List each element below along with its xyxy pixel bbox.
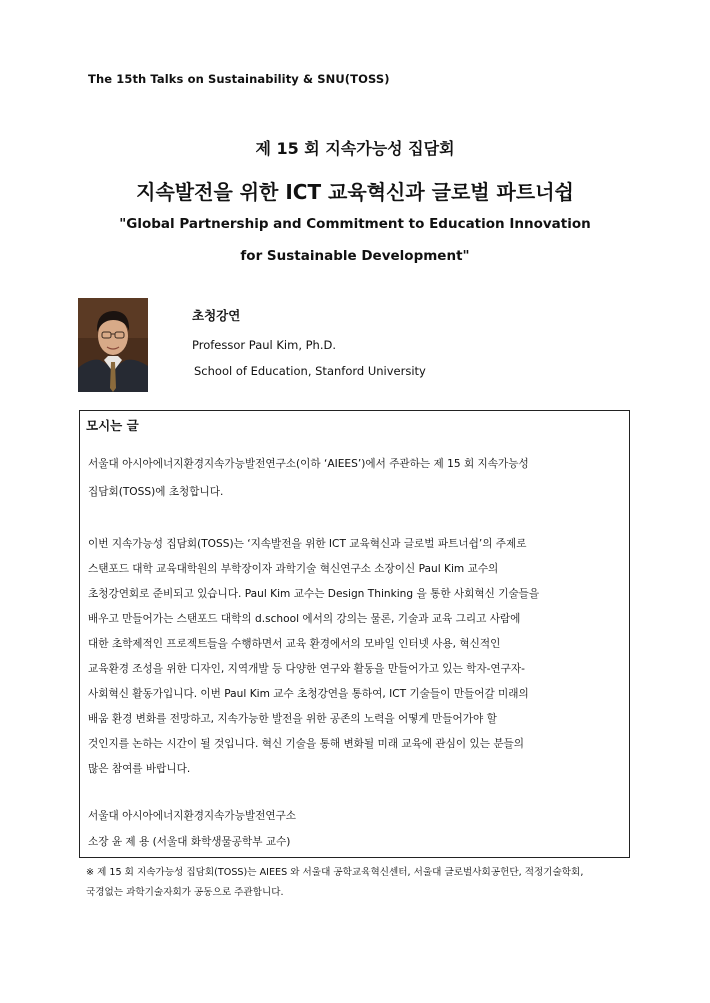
speaker-photo [78, 298, 148, 392]
letter-p2-line-5: 대한 초학제적인 프로젝트들을 수행하면서 교육 환경에서의 모바일 인터넷 사용, 혁신적인 [88, 638, 501, 650]
letter-p2-line-10: 많은 참여를 바랍니다. [88, 763, 191, 775]
signature-director: 소장 윤 제 용 (서울대 화학생물공학부 교수) [88, 836, 291, 848]
letter-p2-line-3: 초청강연회로 준비되고 있습니다. Paul Kim 교수는 Design Thinking 을 통한 사회혁신 기술들을 [88, 588, 540, 600]
footnote-line-1: ※ 제 15 회 지속가능성 집담회(TOSS)는 AIEES 와 서울대 공학교육혁신센터, 서울대 글로벌사회공헌단, 적정기술학회, [86, 867, 584, 878]
letter-p2-line-8: 배움 환경 변화를 전망하고, 지속가능한 발전을 위한 공존의 노력을 어떻게 만들어가야 할 [88, 713, 497, 725]
footnote-line-2: 국경없는 과학기술자회가 공동으로 주관합니다. [86, 887, 284, 898]
event-number-title: 제 15 회 지속가능성 집담회 [255, 139, 455, 158]
letter-p2-line-6: 교육환경 조성을 위한 디자인, 지역개발 등 다양한 연구와 활동을 만들어가고 있는 학자-연구자- [88, 663, 525, 675]
letter-p2-line-4: 배우고 만들어가는 스탠포드 대학의 d.school 에서의 강의는 물론, 기술과 교육 그리고 사람에 [88, 613, 521, 625]
english-title-line-1: "Global Partnership and Commitment to Education Innovation [119, 216, 591, 232]
letter-p1-line-2: 집담회(TOSS)에 초청합니다. [88, 486, 224, 498]
letter-p2-line-2: 스탠포드 대학 교육대학원의 부학장이자 과학기술 혁신연구소 소장이신 Paul Kim 교수의 [88, 563, 499, 575]
english-title-line-2: for Sustainable Development" [240, 248, 470, 264]
speaker-affiliation: School of Education, Stanford University [194, 364, 426, 378]
series-header: The 15th Talks on Sustainability & SNU(TOSS) [88, 72, 390, 86]
letter-p2-line-9: 것인지를 논하는 시간이 될 것입니다. 혁신 기술을 통해 변화될 미래 교육에 관심이 있는 분들의 [88, 738, 525, 750]
signature-organization: 서울대 아시아에너지환경지속가능발전연구소 [88, 810, 297, 822]
letter-p2-line-7: 사회혁신 활동가입니다. 이번 Paul Kim 교수 초청강연을 통하여, ICT 기술들이 만들어갈 미래의 [88, 688, 529, 700]
main-title: 지속발전을 위한 ICT 교육혁신과 글로벌 파트너쉽 [136, 180, 574, 204]
letter-heading: 모시는 글 [86, 418, 139, 433]
letter-p2-line-1: 이번 지속가능성 집담회(TOSS)는 ‘지속발전을 위한 ICT 교육혁신과 글로벌 파트너쉽’의 주제로 [88, 538, 527, 550]
speaker-name: Professor Paul Kim, Ph.D. [192, 338, 337, 352]
speaker-role: 초청강연 [192, 308, 241, 323]
letter-p1-line-1: 서울대 아시아에너지환경지속가능발전연구소(이하 ‘AIEES’)에서 주관하는 제 15 회 지속가능성 [88, 458, 529, 470]
speaker-info [192, 306, 426, 378]
